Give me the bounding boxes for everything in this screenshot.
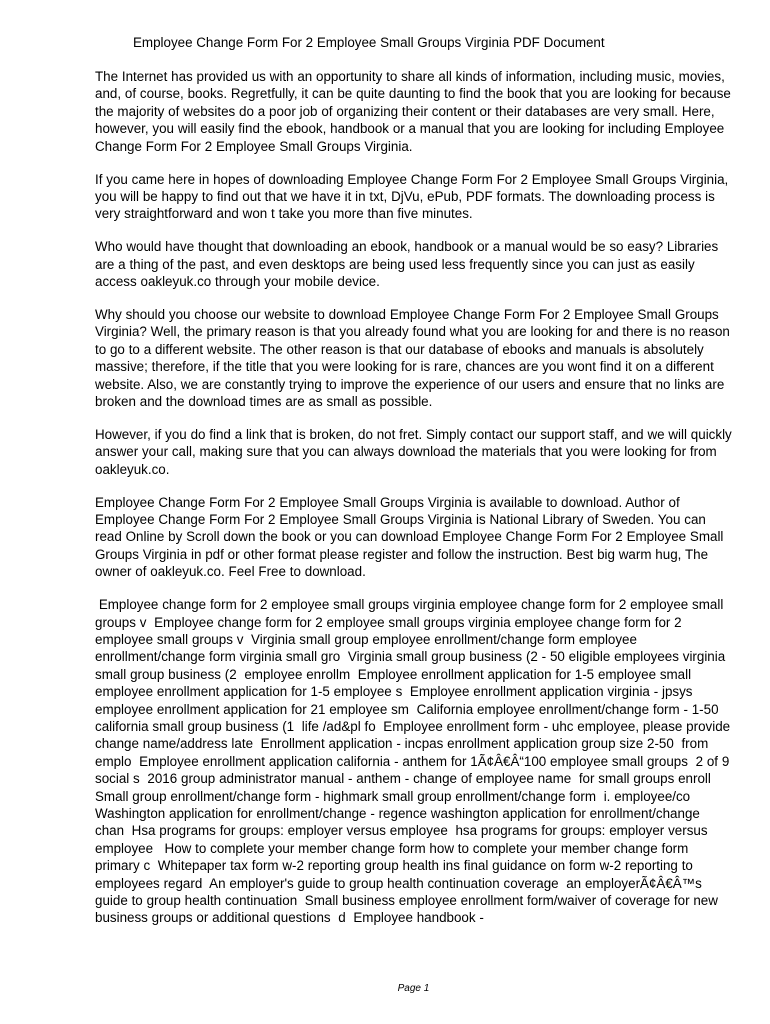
- document-body: [95, 68, 738, 942]
- paragraph-broken-link: However, if you do find a link that is broken, do not fret. Simply contact our support staff, and we will quickly answer your call, making sure that you can always download the materials that you were looking for from oakleyuk.co.: [95, 426, 732, 477]
- page-number: Page 1: [397, 983, 430, 994]
- paragraph-formats: If you came here in hopes of downloading Employee Change Form For 2 Employee Small Groups Virginia, you will be happy to find out that we have it in txt, DjVu, ePub, PDF formats. The downloading process is very straightforward and won t take you more than five minutes.: [95, 171, 729, 222]
- paragraph-easy-download: Who would have thought that downloading an ebook, handbook or a manual would be so easy? Libraries are a thing of the past, and even desktops are being used less frequently since you can just as easily access oakleyuk.co through your mobile device.: [95, 239, 719, 290]
- paragraph-intro: The Internet has provided us with an opportunity to share all kinds of information, including music, movies, and, of course, books. Regretfully, it can be quite daunting to find the book that you are looking for because the majority of websites do a poor job of organizing their content or their databases are very small. Here, however, you will easily find the ebook, handbook or a manual that you are looking for including Employee Change Form For 2 Employee Small Groups Virginia.: [95, 69, 731, 154]
- page-title: Employee Change Form For 2 Employee Small Groups Virginia PDF Document: [133, 35, 605, 50]
- paragraph-availability: Employee Change Form For 2 Employee Small Groups Virginia is available to download. Author of Employee Change Form For 2 Employee Small Groups Virginia is National Library of Sweden. You can read Online by Scroll down the book or you can download Employee Change Form For 2 Employee Small Groups Virginia in pdf or other format please register and follow the instruction. Best big warm hug, The owner of oakleyuk.co. Feel Free to download.: [95, 494, 724, 580]
- paragraph-keywords: Employee change form for 2 employee small groups virginia employee change form for 2 employee small groups v Employee change form for 2 employee small groups virginia employee change form for 2 employee small groups v Virginia small group employee enrollment/change form employee enrollment/change form virginia small gro Virginia small group business (2 - 50 eligible employees virginia small group business (2 employee enrollm Employee enrollment application for 1-5 employee small employee enrollment application for 1-5 employee s Employee enrollment application virginia - jpsys employee enrollment application for 21 employee sm California employee enrollment/change form - 1-50 california small group business (1 life /ad&pl fo Employee enrollment form - uhc employee, please provide change name/address late Enrollment application - incpas enrollment application group size 2-50 from emplo Employee enrollment application california - anthem for 1Ã¢Â€Â“100 employee small groups 2 of 9 social s 2016 group administrator manual - anthem - change of employee name for small groups enroll Small group enrollment/change form - highmark small group enrollment/change form i. employee/co Washington application for enrollment/change - regence washington application for enrollment/change chan Hsa programs for groups: employer versus employee hsa programs for groups: employer versus employee How to complete your member change form how to complete your member change form primary c Whitepaper tax form w-2 reporting group health ins final guidance on form w-2 reporting to employees regard An employer's guide to group health continuation coverage an employerÃ¢Â€Â™s guide to group health continuation Small business employee enrollment form/waiver of coverage for new business groups or additional questions d Employee handbook -: [95, 597, 738, 926]
- paragraph-why-choose: Why should you choose our website to download Employee Change Form For 2 Employee Small Groups Virginia? Well, the primary reason is that you already found what you are looking for and there is no reason to go to a different website. The other reason is that our database of ebooks and manuals is absolutely massive; therefore, if the title that you were looking for is rare, chances are you wont find it on a different website. Also, we are constantly trying to improve the experience of our users and ensure that no links are broken and the download times are as small as possible.: [95, 306, 730, 409]
